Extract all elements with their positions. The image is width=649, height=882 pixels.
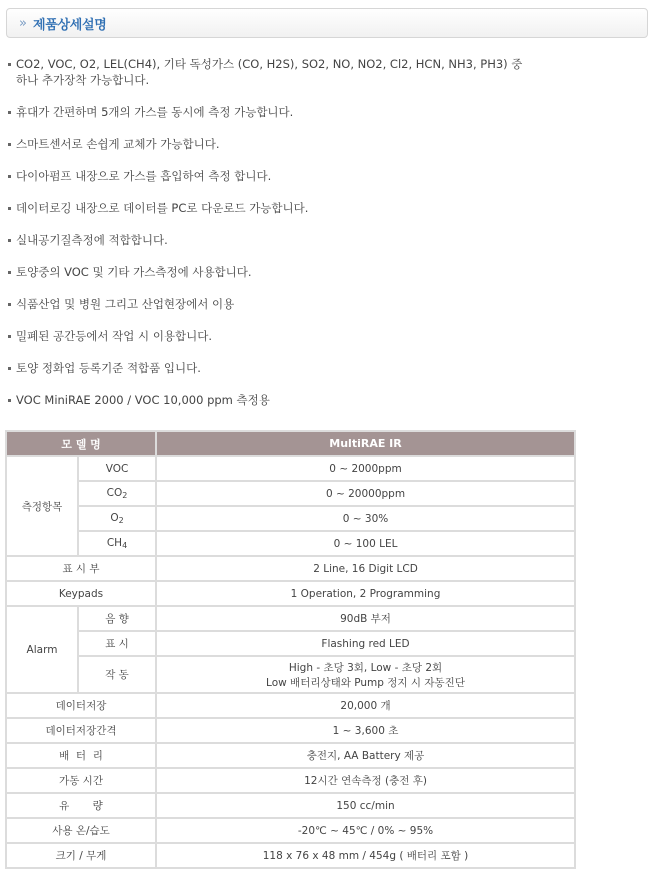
alarm-value: High - 초당 3회, Low - 초당 2회 Low 배터리상태와 Pump 정지 시 자동진단 [156, 656, 575, 693]
section-header [6, 8, 648, 38]
spec-label: 사용 온/습도 [6, 818, 156, 843]
bullet-icon [8, 239, 11, 242]
bullet-icon [8, 111, 11, 114]
table-row [6, 631, 575, 656]
table-row [6, 656, 575, 693]
table-row [6, 456, 575, 481]
feature-item: 휴대가 간편하며 5개의 가스를 동시에 측정 가능합니다. [8, 104, 568, 120]
table-row [6, 606, 575, 631]
spec-value: 12시간 연속측정 (충전 후) [156, 768, 575, 793]
table-row [6, 556, 575, 581]
table-row [6, 581, 575, 606]
table-row [6, 843, 575, 868]
table-row [6, 818, 575, 843]
spec-label: 데이터저장 [6, 693, 156, 718]
feature-item-continued: 하나 추가장착 가능합니다. [16, 73, 150, 87]
spec-label: 배 터 리 [6, 743, 156, 768]
feature-item: 다이아펌프 내장으로 가스를 흡입하여 측정 합니다. [8, 168, 568, 184]
table-row [6, 531, 575, 556]
measure-value: 0 ~ 100 LEL [156, 531, 575, 556]
spec-value: -20℃ ~ 45℃ / 0% ~ 95% [156, 818, 575, 843]
bullet-icon [8, 367, 11, 370]
spec-value: 118 x 76 x 48 mm / 454g ( 배터리 포함 ) [156, 843, 575, 868]
measure-value: 0 ~ 20000ppm [156, 481, 575, 506]
alarm-group-label: Alarm [6, 606, 78, 693]
measure-item: $CH_4$ [78, 531, 156, 556]
spec-value: 150 cc/min [156, 793, 575, 818]
feature-list [8, 56, 568, 408]
chevron-right-icon: » [19, 15, 27, 31]
feature-item: 식품산업 및 병원 그리고 산업현장에서 이용 [8, 296, 568, 312]
measure-value: 0 ~ 30% [156, 506, 575, 531]
spec-header-row [6, 431, 575, 456]
display-value: 2 Line, 16 Digit LCD [156, 556, 575, 581]
feature-item: VOC MiniRAE 2000 / VOC 10,000 ppm 측정용 [8, 392, 568, 408]
spec-table [5, 430, 576, 869]
feature-item: 데이터로깅 내장으로 데이터를 PC로 다운로드 가능합니다. [8, 200, 568, 216]
table-row [6, 693, 575, 718]
spec-label: 유 량 [6, 793, 156, 818]
alarm-value: Flashing red LED [156, 631, 575, 656]
spec-label: 가동 시간 [6, 768, 156, 793]
bullet-icon [8, 271, 11, 274]
measure-item: VOC [78, 456, 156, 481]
spec-value: 1 ~ 3,600 초 [156, 718, 575, 743]
section-title: 제품상세설명 [32, 17, 107, 33]
measure-item: $CO_2$ [78, 481, 156, 506]
alarm-item: 작 동 [78, 656, 156, 693]
feature-item: 밀폐된 공간등에서 작업 시 이용합니다. [8, 328, 568, 344]
alarm-value: 90dB 부저 [156, 606, 575, 631]
alarm-item: 음 향 [78, 606, 156, 631]
bullet-icon [8, 399, 11, 402]
feature-item: 실내공기질측정에 적합합니다. [8, 232, 568, 248]
table-row [6, 743, 575, 768]
measure-group-label: 측정항목 [6, 456, 78, 556]
feature-item: 스마트센서로 손쉽게 교체가 가능합니다. [8, 136, 568, 152]
keypads-label: Keypads [6, 581, 156, 606]
model-name: MultiRAE IR [156, 431, 575, 456]
spec-value: 20,000 개 [156, 693, 575, 718]
display-label: 표 시 부 [6, 556, 156, 581]
bullet-icon [8, 303, 11, 306]
bullet-icon [8, 63, 11, 66]
table-row [6, 718, 575, 743]
spec-label: 크기 / 무게 [6, 843, 156, 868]
table-row [6, 768, 575, 793]
table-row [6, 481, 575, 506]
feature-item: 토양 정화업 등록기준 적합품 입니다. [8, 360, 568, 376]
bullet-icon [8, 143, 11, 146]
measure-value: 0 ~ 2000ppm [156, 456, 575, 481]
spec-label: 데이터저장간격 [6, 718, 156, 743]
feature-item: 토양중의 VOC 및 기타 가스측정에 사용합니다. [8, 264, 568, 280]
bullet-icon [8, 335, 11, 338]
bullet-icon [8, 207, 11, 210]
table-row [6, 793, 575, 818]
measure-item: $O_2$ [78, 506, 156, 531]
model-label: 모 델 명 [6, 431, 156, 456]
alarm-item: 표 시 [78, 631, 156, 656]
spec-value: 충전지, AA Battery 제공 [156, 743, 575, 768]
feature-item: CO2, VOC, O2, LEL(CH4), 기타 독성가스 (CO, H2S), SO2, NO, NO2, Cl2, HCN, NH3, PH3) 중 [8, 56, 568, 72]
keypads-value: 1 Operation, 2 Programming [156, 581, 575, 606]
table-row [6, 506, 575, 531]
bullet-icon [8, 175, 11, 178]
